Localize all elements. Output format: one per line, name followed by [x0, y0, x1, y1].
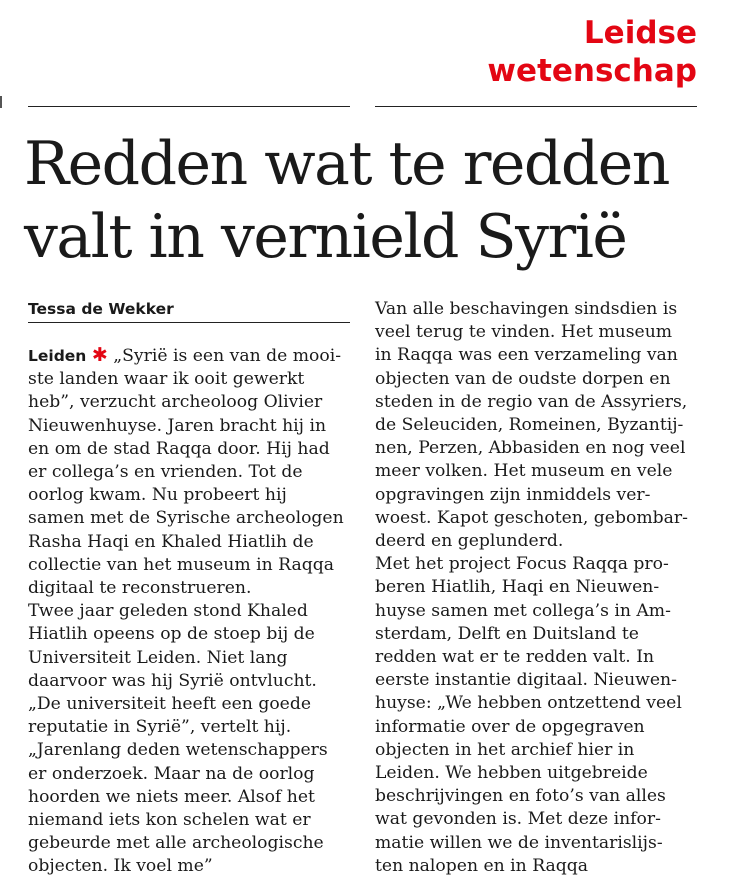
text-line: meer volken. Het museum en vele	[375, 461, 673, 482]
first-line-text: „Syrië is een van de mooi-	[107, 346, 342, 366]
text-line: informatie over de opgegraven	[375, 716, 645, 737]
text-line: nen, Perzen, Abbasiden en nog veel	[375, 438, 686, 459]
text-line: „Jarenlang deden wetenschappers	[28, 740, 328, 761]
text-line: huyse samen met collega’s in Am-	[375, 600, 671, 621]
text-line: er onderzoek. Maar na de oorlog	[28, 763, 315, 784]
text-line: Twee jaar geleden stond Khaled	[28, 601, 308, 622]
top-rule-right	[375, 106, 697, 107]
text-line: Rasha Haqi en Khaled Hiatlih de	[28, 531, 314, 552]
text-line: veel terug te vinden. Het museum	[375, 322, 673, 343]
text-line: Nieuwenhuyse. Jaren bracht hij in	[28, 415, 327, 436]
text-line: objecten van de oudste dorpen en	[375, 368, 671, 389]
headline-line-1: Redden wat te redden	[24, 129, 669, 199]
text-line: objecten. Ik voel me”	[28, 856, 213, 877]
section-rubric	[487, 14, 697, 90]
headline-line-2: valt in vernield Syrië	[24, 202, 627, 272]
text-line: ten nalopen en in Raqqa	[375, 855, 589, 876]
text-line: Leiden. We hebben uitgebreide	[375, 763, 648, 784]
text-line: oorlog kwam. Nu probeert hij	[28, 485, 287, 506]
text-line: er collega’s en vrienden. Tot de	[28, 462, 303, 483]
text-line: en om de stad Raqqa door. Hij had	[28, 438, 330, 459]
text-line: redden wat er te redden valt. In	[375, 647, 655, 668]
text-line: de Seleuciden, Romeinen, Byzantij-	[375, 415, 684, 436]
text-line: Universiteit Leiden. Niet lang	[28, 647, 288, 668]
text-line: beschrijvingen en foto’s van alles	[375, 786, 666, 807]
text-line: deerd en geplunderd.	[375, 531, 564, 552]
page-edge-mark	[0, 96, 2, 108]
rubric-line-1: Leidse	[583, 15, 697, 51]
text-line: eerste instantie digitaal. Nieuwen-	[375, 670, 677, 691]
text-line: heb”, verzucht archeoloog Olivier	[28, 392, 323, 413]
byline: Tessa de Wekker	[28, 300, 174, 318]
text-line: digitaal te reconstrueren.	[28, 578, 252, 599]
article-column-right	[375, 298, 705, 878]
column-first-line	[28, 344, 358, 368]
text-line: steden in de regio van de Assyriers,	[375, 391, 688, 412]
text-line: woest. Kapot geschoten, gebombar-	[375, 507, 688, 528]
top-rule-left	[28, 106, 350, 107]
asterisk-icon: ✱	[91, 344, 108, 366]
text-line: gebeurde met alle archeologische	[28, 833, 324, 854]
text-line: reputatie in Syrië”, vertelt hij.	[28, 717, 292, 738]
text-line: sterdam, Delft en Duitsland te	[375, 623, 639, 644]
text-line: niemand iets kon schelen wat er	[28, 810, 311, 831]
text-line: wat gevonden is. Met deze infor-	[375, 809, 661, 830]
article-headline	[24, 128, 724, 274]
text-line: huyse: „We hebben ontzettend veel	[375, 693, 682, 714]
text-line: hoorden we niets meer. Alsof het	[28, 786, 315, 807]
text-line: ste landen waar ik ooit gewerkt	[28, 369, 305, 390]
left-column-lines	[28, 368, 358, 878]
text-line: samen met de Syrische archeologen	[28, 508, 344, 529]
byline-rule	[28, 322, 350, 323]
text-line: Hiatlih opeens op de stoep bij de	[28, 624, 315, 645]
text-line: Van alle beschavingen sindsdien is	[375, 299, 678, 319]
article-column-left	[28, 344, 358, 879]
dateline: Leiden	[28, 347, 87, 365]
text-line: collectie van het museum in Raqqa	[28, 554, 334, 575]
text-line: daarvoor was hij Syrië ontvlucht.	[28, 670, 317, 691]
text-line: „De universiteit heeft een goede	[28, 694, 312, 715]
text-line: Met het project Focus Raqqa pro-	[375, 554, 669, 575]
text-line: in Raqqa was een verzameling van	[375, 345, 678, 366]
text-line: objecten in het archief hier in	[375, 739, 635, 760]
text-line: matie willen we de inventarislijs-	[375, 832, 663, 853]
text-line: opgravingen zijn inmiddels ver-	[375, 484, 651, 505]
text-line: beren Hiatlih, Haqi en Nieuwen-	[375, 577, 660, 598]
rubric-line-2: wetenschap	[487, 53, 697, 89]
right-column-lines	[375, 298, 705, 878]
